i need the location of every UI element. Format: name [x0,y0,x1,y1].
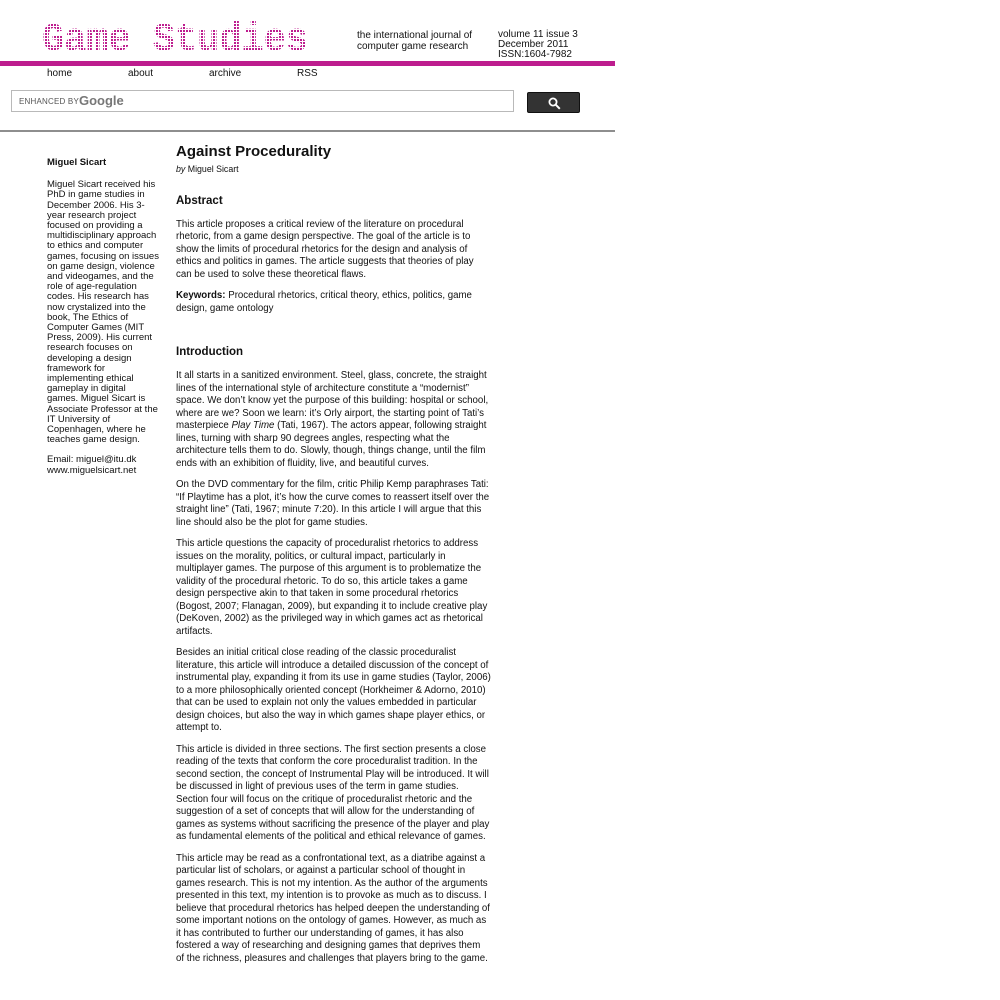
article [176,143,491,974]
search-input[interactable] [11,90,514,112]
tagline-line: the international journal of [357,30,473,41]
issue-date: December 2011 [498,39,569,50]
author-sidebar [47,158,159,476]
author-bio: Miguel Sicart received his PhD in game studies in December 2006. His 3-year research project focused on providing a multidisciplinary approach to ethics and computer games, focusing on issues on game design, violence and videogames, and the role of age-regulation codes. His research has now crystalized into the book, The Ethics of Computer Games (MIT Press, 2009). His current research focuses on developing a design framework for implementing ethical gameplay in digital games. Miguel Sicart is Associate Professor at the IT University of Copenhagen, where he teaches game design. [47,179,159,446]
issue-info [498,30,578,60]
author-email[interactable]: Email: miguel@itu.dk [47,454,137,466]
issue-volume: volume 11 issue 3 [498,29,578,40]
abstract-heading: Abstract [176,194,223,207]
nav-archive[interactable]: archive [209,68,242,79]
sidebar-author-name: Miguel Sicart [47,157,107,168]
content-divider [0,130,615,132]
author-website[interactable]: www.miguelsicart.net [47,464,137,476]
paragraph-text: It all starts in a sanitized environment. Steel, glass, concrete, the straight lines of the international style of architecture constitute a “modernist” space. We don’t know yet the purpose of this building: hospital or school, where are we? Soon we learn: it’s Orly airport, the starting point of Tati’s masterpiece [176,370,489,431]
nav-rss[interactable]: RSS [297,68,318,79]
paragraph: This article questions the capacity of proceduralist rhetorics to address issues on the morality, politics, or cultural impact, particularly in multiplayer games. The purpose of this argument is to problematize the validity of the procedural rhetoric. To do so, this article takes a game design perspective akin to that taken in some procedural rhetorics (Bogost, 2007; Flanagan, 2009), but expanding it to include creative play (DeKoven, 2002) as the privileged way in which games act as rhetorical artifacts. [176,538,488,637]
byline-author: Miguel Sicart [187,164,239,174]
film-title: Play Time [231,420,275,431]
keywords-list: Procedural rhetorics, critical theory, ethics, politics, game design, game ontology [176,290,472,314]
paragraph: This article is divided in three sections. The first section presents a close reading of the texts that conform the core proceduralist tradition. In the second section, the concept of Instrumental Play will be introduced. It will be discussed in light of previous uses of the term in game studies. Section four will focus on the critique of proceduralist rhetoric and the suggestion of a set of concepts that will allow for the understanding of games as systems without sacrificing the presence of the player and play as fundamental elements of the political and ethical relevance of games. [176,743,490,842]
abstract-text: This article proposes a critical review of the literature on procedural rhetoric, from a game design perspective. The goal of the article is to show the limits of procedural rhetorics for the design and analysis of ethics and politics in games. The article suggests that theories of play can be used to solve these theoretical flaws. [176,218,474,280]
keywords-label: Keywords: [176,290,226,301]
introduction-heading: Introduction [176,346,244,358]
nav-about[interactable]: about [128,68,154,79]
paragraph-text: (Tati, 1967). The actors appear, following straight lines, turning with sharp 90 degrees angles, respecting what the architecture tells them to do. Slowly, though, things change, until the film ends with an exhibition of fluidity, live, and beautiful curves. [176,420,487,469]
journal-logo[interactable] [42,18,310,58]
tagline-line: computer game research [357,41,469,52]
header-divider [0,61,615,66]
nav-home[interactable]: home [47,68,73,79]
byline-by: by [176,164,186,174]
keywords [176,290,491,315]
search-icon [548,97,561,110]
paragraph: This article may be read as a confrontational text, as a diatribe against a particular list of scholars, or against a particular school of thought in games research. This is not my intention. As the author of the arguments presented in this text, my intention is to provoke as much as to discuss. I believe that procedural rhetorics has helped deepen the understanding of some important notions on the ontology of games. However, as much as it has contributed to further our understanding of games, it has also fostered a way of researching and designing games that deprives them of the richness, pleasures and challenges that players bring to the game. [176,852,490,964]
paragraph: Besides an initial critical close reading of the classic proceduralist literature, this article will introduce a detailed discussion of the concept of instrumental play, expanding it from its use in game studies (Taylor, 2006) to a more philosophically oriented concept (Horkheimer & Adorno, 2010) that can be used to explain not only the values embedded in particular design choices, but also the way in which games shape player ethics, or attempt to. [176,647,491,733]
article-title: Against Procedurality [176,143,332,160]
google-logo: Google [79,93,124,108]
search-enhanced-label: ENHANCED BY [19,97,79,106]
issue-issn: ISSN:1604-7982 [498,49,572,60]
byline [176,163,491,176]
paragraph: On the DVD commentary for the film, critic Philip Kemp paraphrases Tati: “If Playtime has a plot, it’s how the curve comes to reassert itself over the straight line” (Tati, 1967; minute 7:20). In this article I will argue that this line should also be the plot for game studies. [176,479,490,528]
journal-tagline [357,30,472,52]
search-button[interactable] [527,92,580,113]
paragraph [176,370,491,470]
logo-text: Game Studies [42,18,308,58]
